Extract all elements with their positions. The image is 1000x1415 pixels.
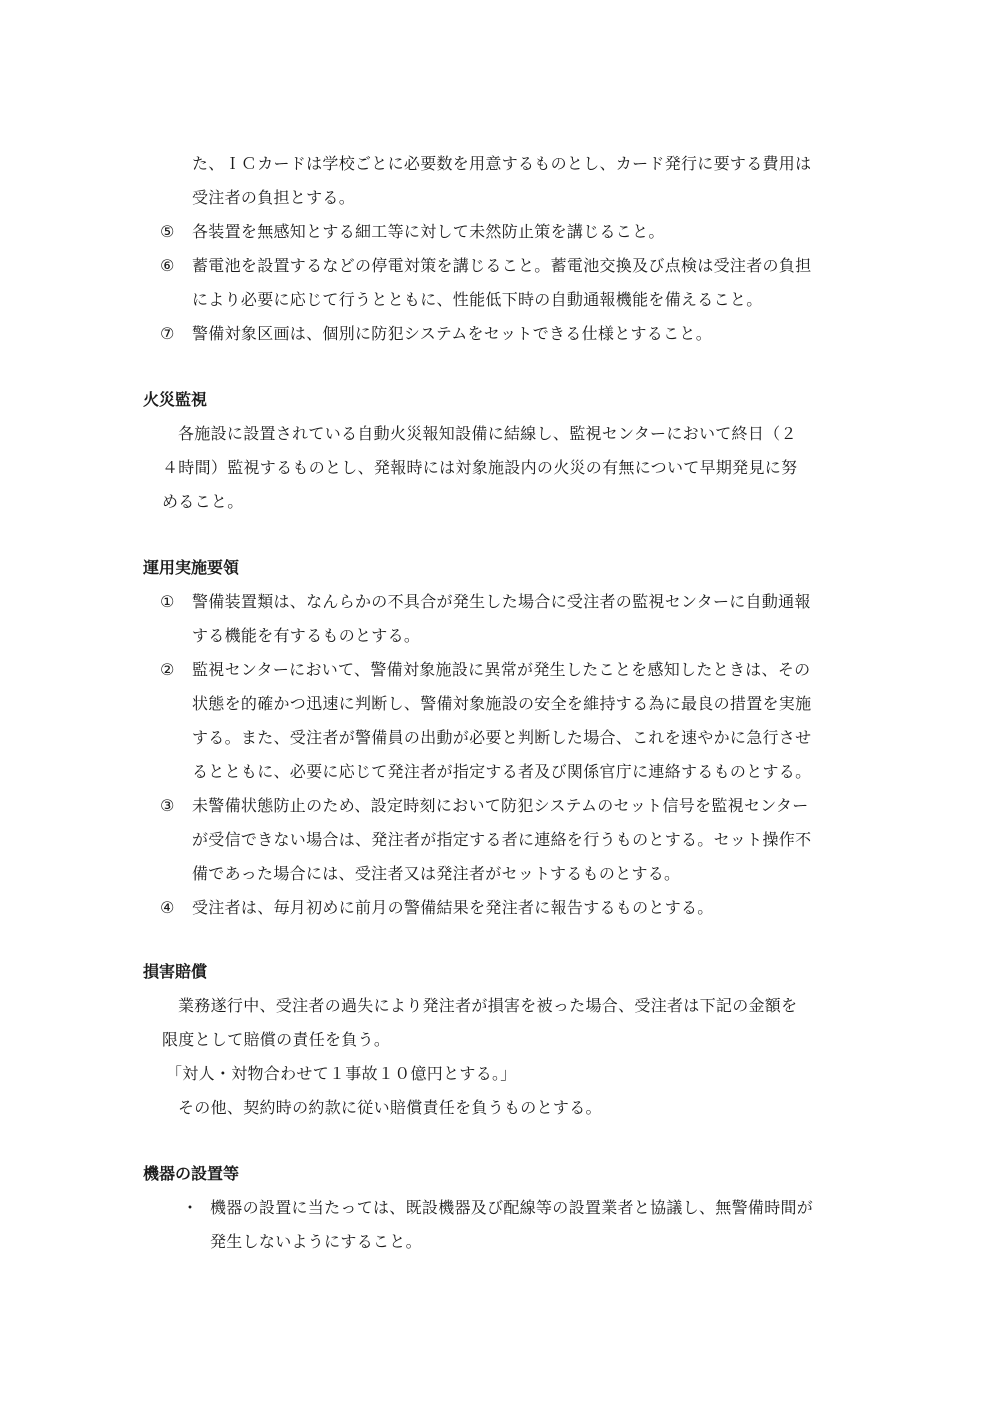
list-item-line: 蓄電池を設置するなどの停電対策を講じること。蓄電池交換及び点検は受注者の負担 bbox=[192, 256, 812, 275]
paragraph-line: 業務遂行中、受注者の過失により発注者が損害を被った場合、受注者は下記の金額を bbox=[178, 996, 798, 1015]
list-item-line: 状態を的確かつ迅速に判断し、警備対象施設の安全を維持する為に最良の措置を実施 bbox=[192, 694, 812, 713]
paragraph-line: 各施設に設置されている自動火災報知設備に結線し、監視センターにおいて終日（２ bbox=[178, 424, 797, 443]
list-item-line: 監視センターにおいて、警備対象施設に異常が発生したことを感知したときは、その bbox=[192, 660, 811, 679]
list-item-line: 警備対象区画は、個別に防犯システムをセットできる仕様とすること。 bbox=[192, 324, 713, 343]
paragraph-line: た、ＩＣカードは学校ごとに必要数を用意するものとし、カード発行に要する費用は bbox=[192, 154, 812, 173]
paragraph-line: その他、契約時の約款に従い賠償責任を負うものとする。 bbox=[178, 1098, 602, 1117]
list-marker: ③ bbox=[160, 796, 175, 815]
list-item-line: 各装置を無感知とする細工等に対して未然防止策を講じること。 bbox=[192, 222, 665, 241]
list-marker: ⑦ bbox=[160, 324, 175, 343]
list-marker: ④ bbox=[160, 898, 175, 917]
list-marker: ⑤ bbox=[160, 222, 175, 241]
list-item-line: 受注者は、毎月初めに前月の警備結果を発注者に報告するものとする。 bbox=[192, 898, 714, 917]
list-marker: ② bbox=[160, 660, 175, 679]
paragraph-line: 受注者の負担とする。 bbox=[192, 188, 356, 207]
paragraph-line: 限度として賠償の責任を負う。 bbox=[162, 1030, 391, 1049]
bullet-marker: ・ bbox=[182, 1198, 199, 1217]
list-marker: ⑥ bbox=[160, 256, 175, 275]
list-item-line: るとともに、必要に応じて発注者が指定する者及び関係官庁に連絡するものとする。 bbox=[192, 762, 812, 781]
list-item-line: 機器の設置に当たっては、既設機器及び配線等の設置業者と協議し、無警備時間が bbox=[210, 1198, 814, 1217]
section-heading-fire: 火災監視 bbox=[143, 390, 208, 409]
paragraph-line: ４時間）監視するものとし、発報時には対象施設内の火災の有無について早期発見に努 bbox=[162, 458, 798, 477]
list-item-line: が受信できない場合は、発注者が指定する者に連絡を行うものとする。セット操作不 bbox=[192, 830, 812, 849]
list-item-line: する。また、受注者が警備員の出動が必要と判断した場合、これを速やかに急行させ bbox=[192, 728, 812, 747]
list-item-line: 警備装置類は、なんらかの不具合が発生した場合に受注者の監視センターに自動通報 bbox=[192, 592, 811, 611]
list-item-line: する機能を有するものとする。 bbox=[192, 626, 421, 645]
list-item-line: により必要に応じて行うとともに、性能低下時の自動通報機能を備えること。 bbox=[192, 290, 763, 309]
list-item-line: 発生しないようにすること。 bbox=[210, 1232, 422, 1251]
section-heading-operations: 運用実施要領 bbox=[143, 558, 240, 577]
paragraph-line: 「対人・対物合わせて１事故１０億円とする。」 bbox=[166, 1064, 517, 1083]
list-item-line: 未警備状態防止のため、設定時刻において防犯システムのセット信号を監視センター bbox=[192, 796, 809, 815]
section-heading-equipment: 機器の設置等 bbox=[143, 1164, 240, 1183]
list-marker: ① bbox=[160, 592, 175, 611]
list-item-line: 備であった場合には、受注者又は発注者がセットするものとする。 bbox=[192, 864, 681, 883]
section-heading-damages: 損害賠償 bbox=[143, 962, 208, 981]
paragraph-line: めること。 bbox=[162, 492, 244, 511]
